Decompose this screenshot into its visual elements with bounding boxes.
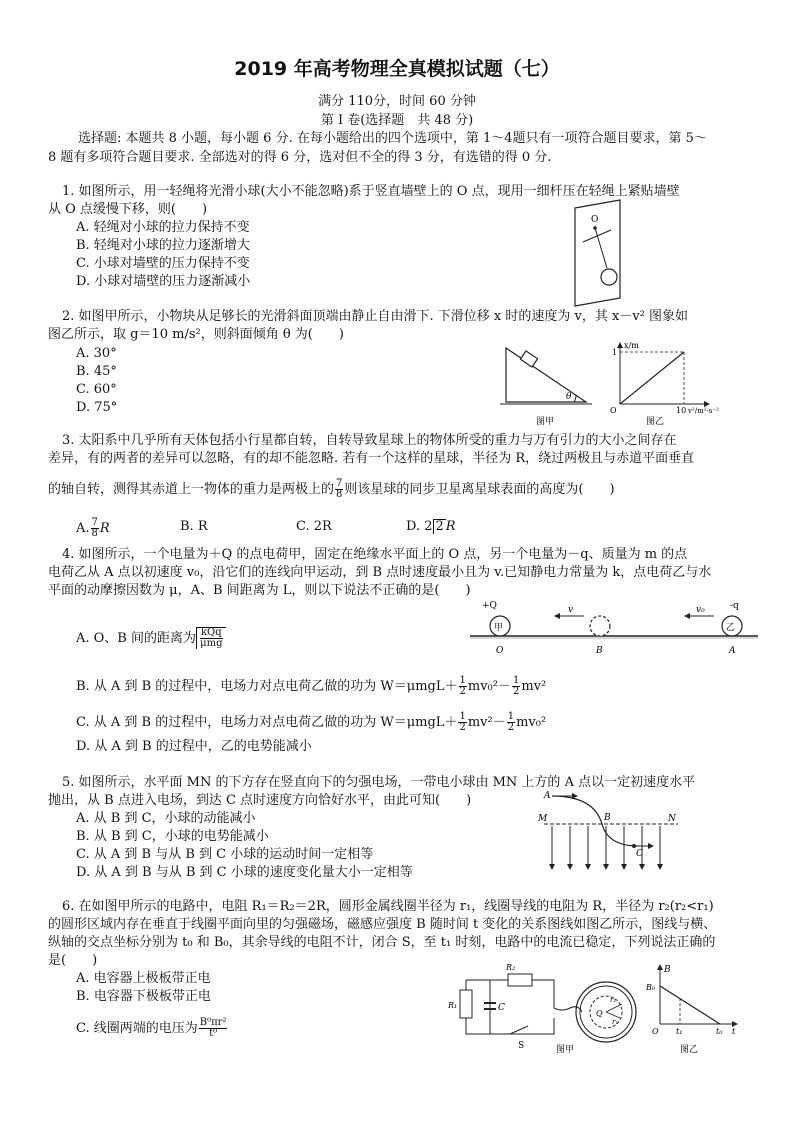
q4-fig-minus-q: -q: [730, 601, 739, 611]
q2-fig2-xlabel: v²/m²·s⁻²: [688, 407, 719, 415]
q6-fig2-caption: 图乙: [680, 1045, 699, 1055]
q1-stem-line-1: 1. 如图所示，用一轻绳将光滑小球(大小不能忽略)系于竖直墙壁上的 O 点，现用一细杆压在轻绳上紧贴墙壁: [62, 184, 680, 199]
q6-fig1-r2: R₂: [506, 963, 516, 972]
q6-stem-line-3: 纵轴的交点坐标分别为 t₀ 和 B₀，其余导线的电阻不计，闭合 S，至 t₁ 时刻，电路中的电流已稳定，下列说法正确的: [48, 935, 716, 950]
q1-option-d: D. 小球对墙壁的压力逐渐减小: [76, 274, 251, 289]
q2-option-a: A. 30°: [76, 346, 117, 361]
q4-option-c: C. 从 A 到 B 的过程中，电场力对点电荷乙做的功为 W＝μmgL＋ $\frac{1}{2}$ mv²－ $\frac{1}{2}$ mv₀²: [76, 711, 547, 733]
q3-option-d: D. 2 2 R: [406, 519, 456, 534]
q3-option-c: C. 2R: [296, 519, 332, 534]
q4-stem-line-3: 平面的动摩擦因数为 μ，A、B 间距离为 L，则以下说法不正确的是( ): [48, 583, 471, 598]
q6-fig2-o: O: [652, 1027, 659, 1036]
q1-option-c: C. 小球对墙壁的压力保持不变: [76, 256, 250, 271]
q4-option-b: B. 从 A 到 B 的过程中，电场力对点电荷乙做的功为 W＝μmgL＋ $\frac{1}{2}$ mv₀²－ $\frac{1}{2}$ mv²: [76, 675, 547, 697]
q4-stem-line-1: 4. 如图所示，一个电量为＋Q 的点电荷甲，固定在绝缘水平面上的 O 点，另一个电量为－q、质量为 m 的点: [62, 547, 688, 562]
q6-fig2-b0: B₀: [646, 983, 656, 992]
q2-fig2-ylabel: x/m: [624, 341, 639, 350]
q6-fig2-b: B: [664, 965, 671, 975]
q2-fig2-ytick: 1: [612, 348, 618, 357]
instructions-line-2: 8 题有多项符合题目要求. 全部选对的得 6 分，选对但不全的得 3 分，有选错的得 0 分.: [48, 150, 552, 165]
q6-fig2-t1: t₁: [676, 1027, 683, 1036]
q6-fig1-r1-label: r₁: [612, 1018, 619, 1026]
q2-fig1-theta: θ: [566, 392, 572, 402]
page-title: 2019 年高考物理全真模拟试题（七）: [234, 58, 560, 80]
q2-fig2-caption: 图乙: [646, 417, 665, 427]
q4-fig-jia: 甲: [494, 623, 504, 633]
q5-stem-line-1: 5. 如图所示，水平面 MN 的下方存在竖直向下的匀强电场，一带电小球由 MN 上方的 A 点以一定初速度水平: [62, 775, 696, 790]
q4-fig-plus-q: +Q: [482, 601, 497, 611]
q6-fig1-q: Q: [596, 1009, 603, 1018]
q6-stem-line-2: 的圆形区域内存在垂直于线圈平面向里的匀强磁场，磁感应强度 B 随时间 t 变化的关系图线如图乙所示，图线与横、: [48, 917, 717, 932]
q2-fig1-caption: 图甲: [536, 417, 555, 427]
q5-figure-field: [538, 788, 688, 874]
q4-stem-line-2: 电荷乙从 A 点以初速度 v₀，沿它们的连线向甲运动，到 B 点时速度最小且为 v.已知静电力常量为 k，点电荷乙与水: [48, 565, 712, 580]
q5-option-d: D. 从 A 到 B 与从 B 到 C 小球的速度变化量大小一定相等: [76, 865, 413, 880]
q4-fig-b: B: [596, 646, 603, 656]
q4-fig-o: O: [496, 646, 504, 656]
q4-figure-charges: [466, 598, 766, 660]
q5-option-a: A. 从 B 到 C，小球的动能减小: [76, 811, 256, 826]
q6-stem-line-4: 是( ): [48, 953, 98, 968]
q6-stem-line-1: 6. 在如图甲所示的电路中，电阻 R₁＝R₂＝2R，圆形金属线圈半径为 r₁，线圈导线的电阻为 R，半径为 r₂(r₂<r₁): [62, 899, 714, 914]
q2-option-d: D. 75°: [76, 400, 118, 415]
q2-stem-line-2: 图乙所示，取 g＝10 m/s²，则斜面倾角 θ 为( ): [48, 327, 344, 342]
q6-fig1-caption: 图甲: [556, 1045, 575, 1055]
q1-stem-line-2: 从 O 点缓慢下移，则( ): [48, 202, 208, 217]
q6-fig1-c: C: [498, 1003, 505, 1013]
q6-figure-circuit: [446, 960, 636, 1060]
q4-fig-yi: 乙: [726, 623, 736, 633]
q6-fig1-r1: R₁: [448, 1001, 458, 1010]
q2-option-b: B. 45°: [76, 364, 117, 379]
instructions-line-1: 选择题: 本题共 8 小题，每小题 6 分. 在每小题给出的四个选项中，第 1～4题只有一项符合题目要求，第 5～: [78, 131, 707, 146]
q2-figure-incline: [498, 340, 598, 430]
q4-fig-v0: v₀: [696, 605, 705, 615]
q6-fig1-r2-label: r₂: [610, 996, 617, 1004]
q5-fig-c: C: [636, 849, 643, 859]
q6-fig2-t: t: [732, 1027, 736, 1036]
q5-option-c: C. 从 A 到 B 与从 B 到 C 小球的运动时间一定相等: [76, 847, 374, 862]
q5-fig-m: M: [538, 814, 548, 824]
q1-option-b: B. 轻绳对小球的拉力逐渐增大: [76, 238, 250, 253]
q6-fig2-t0: t₀: [716, 1027, 723, 1036]
q3-stem-line-2: 差异，有的两者的差异可以忽略，有的却不能忽略. 若有一个这样的星球，半径为 R，绕过两极且与赤道平面垂直: [48, 451, 695, 466]
q6-figure-graph: [644, 962, 744, 1062]
q3-option-a: A. $\frac{7}{8}$ R: [76, 517, 110, 539]
section-title: 第 Ⅰ 卷(选择题 共 48 分): [320, 113, 474, 128]
q6-option-a: A. 电容器上极板带正电: [76, 971, 211, 986]
q5-fig-a: A: [544, 791, 551, 801]
q5-stem-line-2: 抛出，从 B 点进入电场，到达 C 点时速度方向恰好水平，由此可知( ): [48, 793, 472, 808]
q5-fig-b: B: [604, 813, 611, 823]
q5-fig-n: N: [668, 814, 676, 824]
q2-fig2-origin: O: [610, 406, 617, 415]
q1-fig-label-o: O: [591, 215, 599, 225]
q6-fig1-s: S: [518, 1041, 525, 1051]
q4-fig-v: v: [568, 605, 574, 615]
q2-stem-line-1: 2. 如图甲所示，小物块从足够长的光滑斜面顶端由静止自由滑下. 下滑位移 x 时的速度为 v，其 x－v² 图象如: [62, 309, 689, 324]
q2-fig2-xtick: 10: [676, 406, 687, 415]
q6-option-c: C. 线圈两端的电压为 $\frac{\text{B⁰πr²}}{\text{t⁰}}$: [76, 1017, 227, 1039]
q3-stem-line-1: 3. 太阳系中几乎所有天体包括小行星都自转，自转导致星球上的物体所受的重力与万有引力的大小之间存在: [62, 433, 677, 448]
q1-figure-wall-ball: [565, 198, 635, 308]
q4-fig-a: A: [729, 646, 736, 656]
q1-option-a: A. 轻绳对小球的拉力保持不变: [76, 220, 250, 235]
q4-option-a: A. O、B 间的距离为 $\frac{\text{kQq}}{\text{μmg}}$: [76, 627, 226, 649]
page-subtitle: 满分 110分，时间 60 分钟: [318, 94, 476, 109]
q2-figure-graph: [604, 340, 724, 430]
q3-option-b: B. R: [180, 519, 208, 534]
q3-stem-line-3: 的轴自转，测得其赤道上一物体的重力是两极上的 $\frac{7}{8}$ 则该星球的同步卫星离星球表面的高度为( ): [48, 478, 615, 500]
q4-option-d: D. 从 A 到 B 的过程中，乙的电势能减小: [76, 739, 312, 754]
q5-option-b: B. 从 B 到 C，小球的电势能减小: [76, 829, 269, 844]
q6-option-b: B. 电容器下极板带正电: [76, 989, 211, 1004]
q2-option-c: C. 60°: [76, 382, 117, 397]
